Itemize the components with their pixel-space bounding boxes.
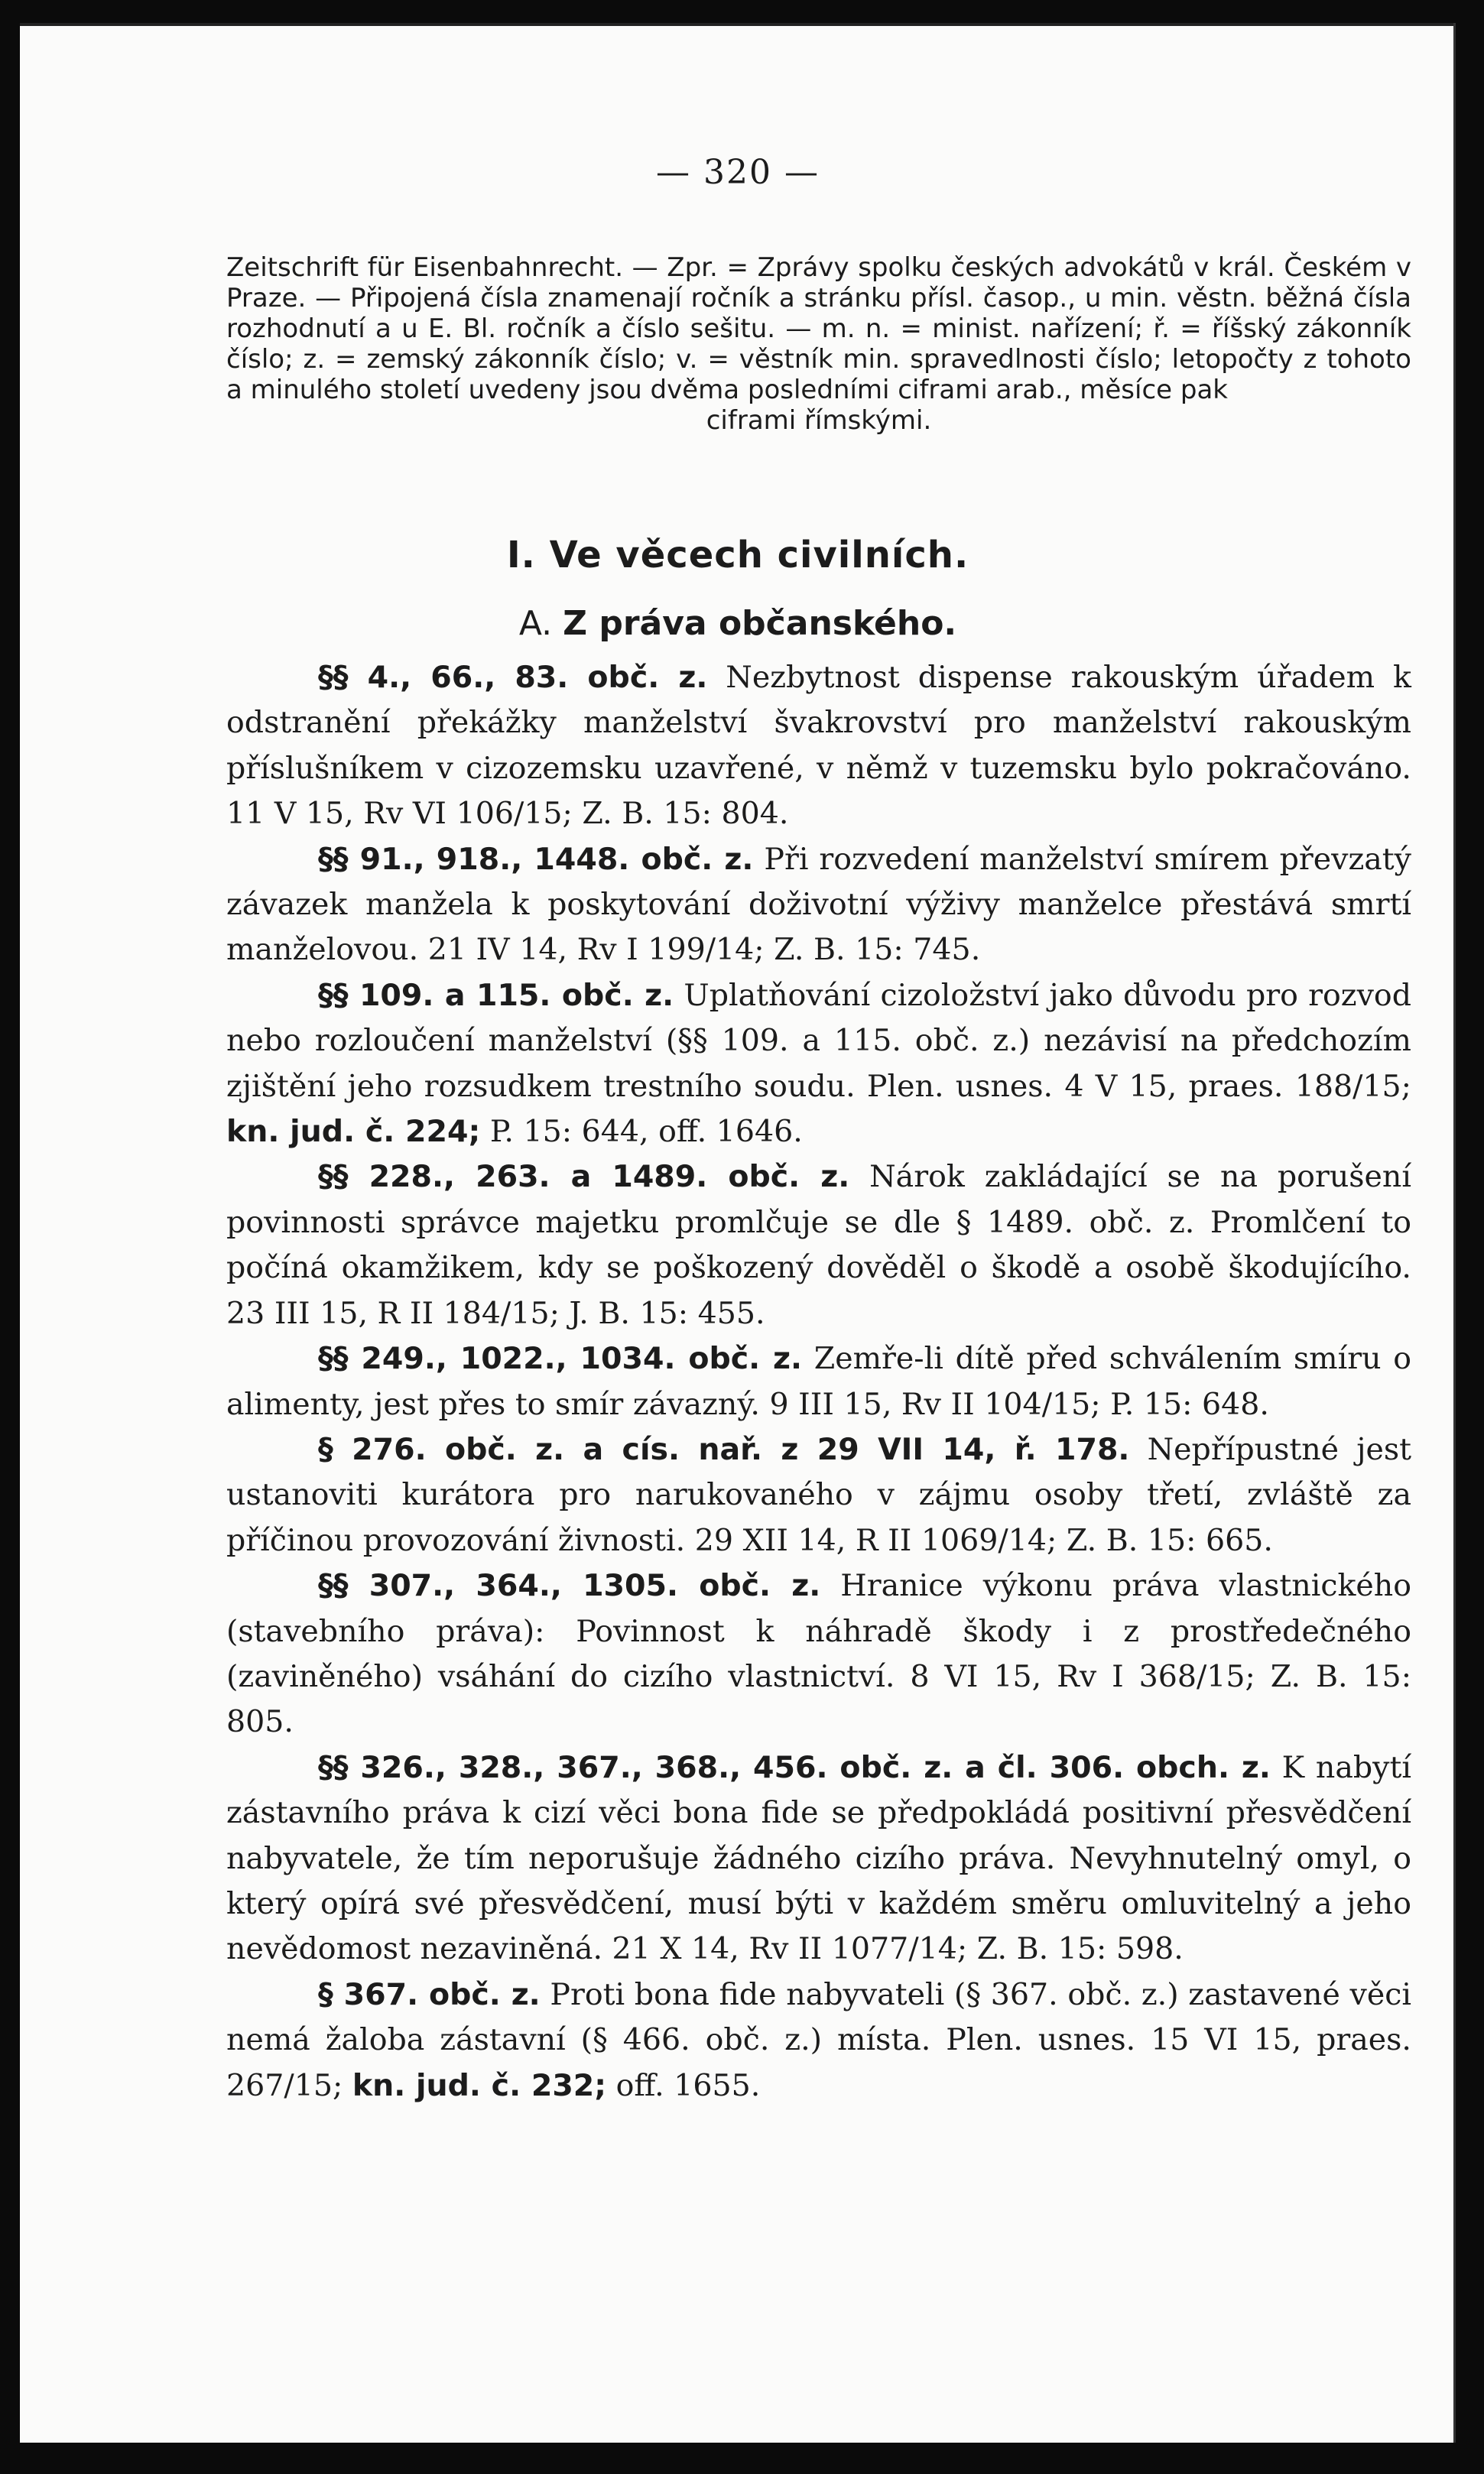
entry-citation: § 367. obč. z. — [318, 1976, 541, 2012]
entry-citation: §§ 4., 66., 83. obč. z. — [318, 660, 708, 695]
section-heading: I. Ve věcech civilních. — [506, 534, 969, 576]
page-number: — 320 — — [656, 153, 820, 192]
entry-text: Proti bona fide nabyvateli (§ 367. obč. z.) zastavené věci nemá žaloba zástavní (§ 466. obč. z.) místa. Plen. usnes. 15 VI 15, praes. 267/15; — [226, 1976, 1411, 2103]
entry-text: Nárok zakládající se na porušení povinnosti správce majetku promlčuje se dle § 1489. obč. z. Promlčení to počíná okamžikem, kdy se poškozený dověděl o škodě a osobě škodujícího. 23 III 15, R II 184/15; J. B. 15: 455. — [226, 1159, 1412, 1331]
entry-text: K nabytí zástavního práva k cizí věci bona fide se předpokládá positivní přesvědčení nabyvatele, že tím neporušuje žádného cizího práva. Nevyhnutelný omyl, o který opírá své přesvědčení, musí býti v každém směru omluvitelný a jeho nevědomost nezaviněná. 21 X 14, Rv II 1077/14; Z. B. 15: 598. — [226, 1749, 1411, 1967]
entry — [226, 1972, 1411, 2109]
abbreviations-last-line: ciframi římskými. — [706, 405, 932, 436]
abbreviations-note — [226, 252, 1411, 436]
entry-citation: §§ 307., 364., 1305. obč. z. — [318, 1568, 821, 1604]
entry — [226, 1427, 1411, 1563]
entry-reference: kn. jud. č. 232; — [352, 2067, 607, 2103]
entry-text: Při rozvedení manželství smírem převzatý závazek manžela k poskytování doživotní výživy manželce přestává smrtí manželovou. 21 IV 14, Rv I 199/14; Z. B. 15: 745. — [226, 841, 1411, 968]
entry — [226, 973, 1411, 1155]
entry-text: off. 1655. — [606, 2067, 761, 2103]
entry — [226, 837, 1411, 973]
entry-citation: §§ 109. a 115. obč. z. — [318, 977, 674, 1013]
entries-list — [226, 655, 1411, 2109]
subsection-prefix: A. — [518, 604, 563, 643]
entry — [226, 1563, 1411, 1745]
subsection-title: Z práva občanského. — [563, 604, 957, 643]
entry-citation: § 276. obč. z. a cís. nař. z 29 VII 14, ř. 178. — [318, 1431, 1130, 1467]
entry — [226, 1154, 1411, 1336]
entry-text: P. 15: 644, off. 1646. — [480, 1114, 803, 1150]
entry — [226, 655, 1411, 837]
book-page — [20, 23, 1456, 2443]
entry-text: Nezbytnost dispense rakouským úřadem k odstranění překážky manželství švakrovství pro manželství rakouským příslušníkem v cizozemsku uzavřené, v němž v tuzemsku bylo pokračováno. 11 V 15, Rv VI 106/15; Z. B. 15: 804. — [226, 660, 1411, 832]
entry-reference: kn. jud. č. 224; — [226, 1114, 481, 1150]
subsection-heading — [20, 604, 1456, 643]
scan-edge-right — [1453, 23, 1456, 2443]
entry-citation: §§ 326., 328., 367., 368., 456. obč. z. a čl. 306. obch. z. — [318, 1749, 1271, 1785]
entry-citation: §§ 228., 263. a 1489. obč. z. — [318, 1159, 850, 1195]
entry-text: Nepřípustné jest ustanoviti kurátora pro narukovaného v zájmu osoby třetí, zvláště za příčinou provozování živnosti. 29 XII 14, R II 1069/14; Z. B. 15: 665. — [226, 1431, 1411, 1558]
entry-text: Uplatňování cizoložství jako důvodu pro rozvod nebo rozloučení manželství (§§ 109. a 115. obč. z.) nezávisí na předchozím zjištění jeho rozsudkem trestního soudu. Plen. usnes. 4 V 15, praes. 188/15; — [226, 977, 1412, 1104]
entry — [226, 1336, 1411, 1427]
abbreviations-text: Zeitschrift für Eisenbahnrecht. — Zpr. = Zprávy spolku českých advokátů v král. Českém v Praze. — Připojená čísla znamenají ročník a stránku přísl. časop., u min. věstn. běžná čísla rozhodnutí a u E. Bl. ročník a číslo sešitu. — m. n. = minist. nařízení; ř. = říšský zákonník číslo; z. = zemský zákonník číslo; v. = věstník min. spravedlnosti číslo; letopočty z tohoto a minulého století uvedeny jsou dvěma posledními ciframi arab., měsíce pak — [226, 252, 1411, 405]
entry — [226, 1745, 1411, 1972]
entry-citation: §§ 91., 918., 1448. obč. z. — [318, 841, 754, 877]
entry-text: Zemře-li dítě před schválením smíru o alimenty, jest přes to smír závazný. 9 III 15, Rv II 104/15; P. 15: 648. — [226, 1341, 1411, 1422]
scan-edge-top — [20, 23, 1456, 26]
entry-text: Hranice výkonu práva vlastnického (stavebního práva): Povinnost k náhradě škody i z prostředečného (zaviněného) vsáhání do cizího vlastnictví. 8 VI 15, Rv I 368/15; Z. B. 15: 805. — [226, 1568, 1411, 1740]
entry-citation: §§ 249., 1022., 1034. obč. z. — [318, 1341, 803, 1377]
